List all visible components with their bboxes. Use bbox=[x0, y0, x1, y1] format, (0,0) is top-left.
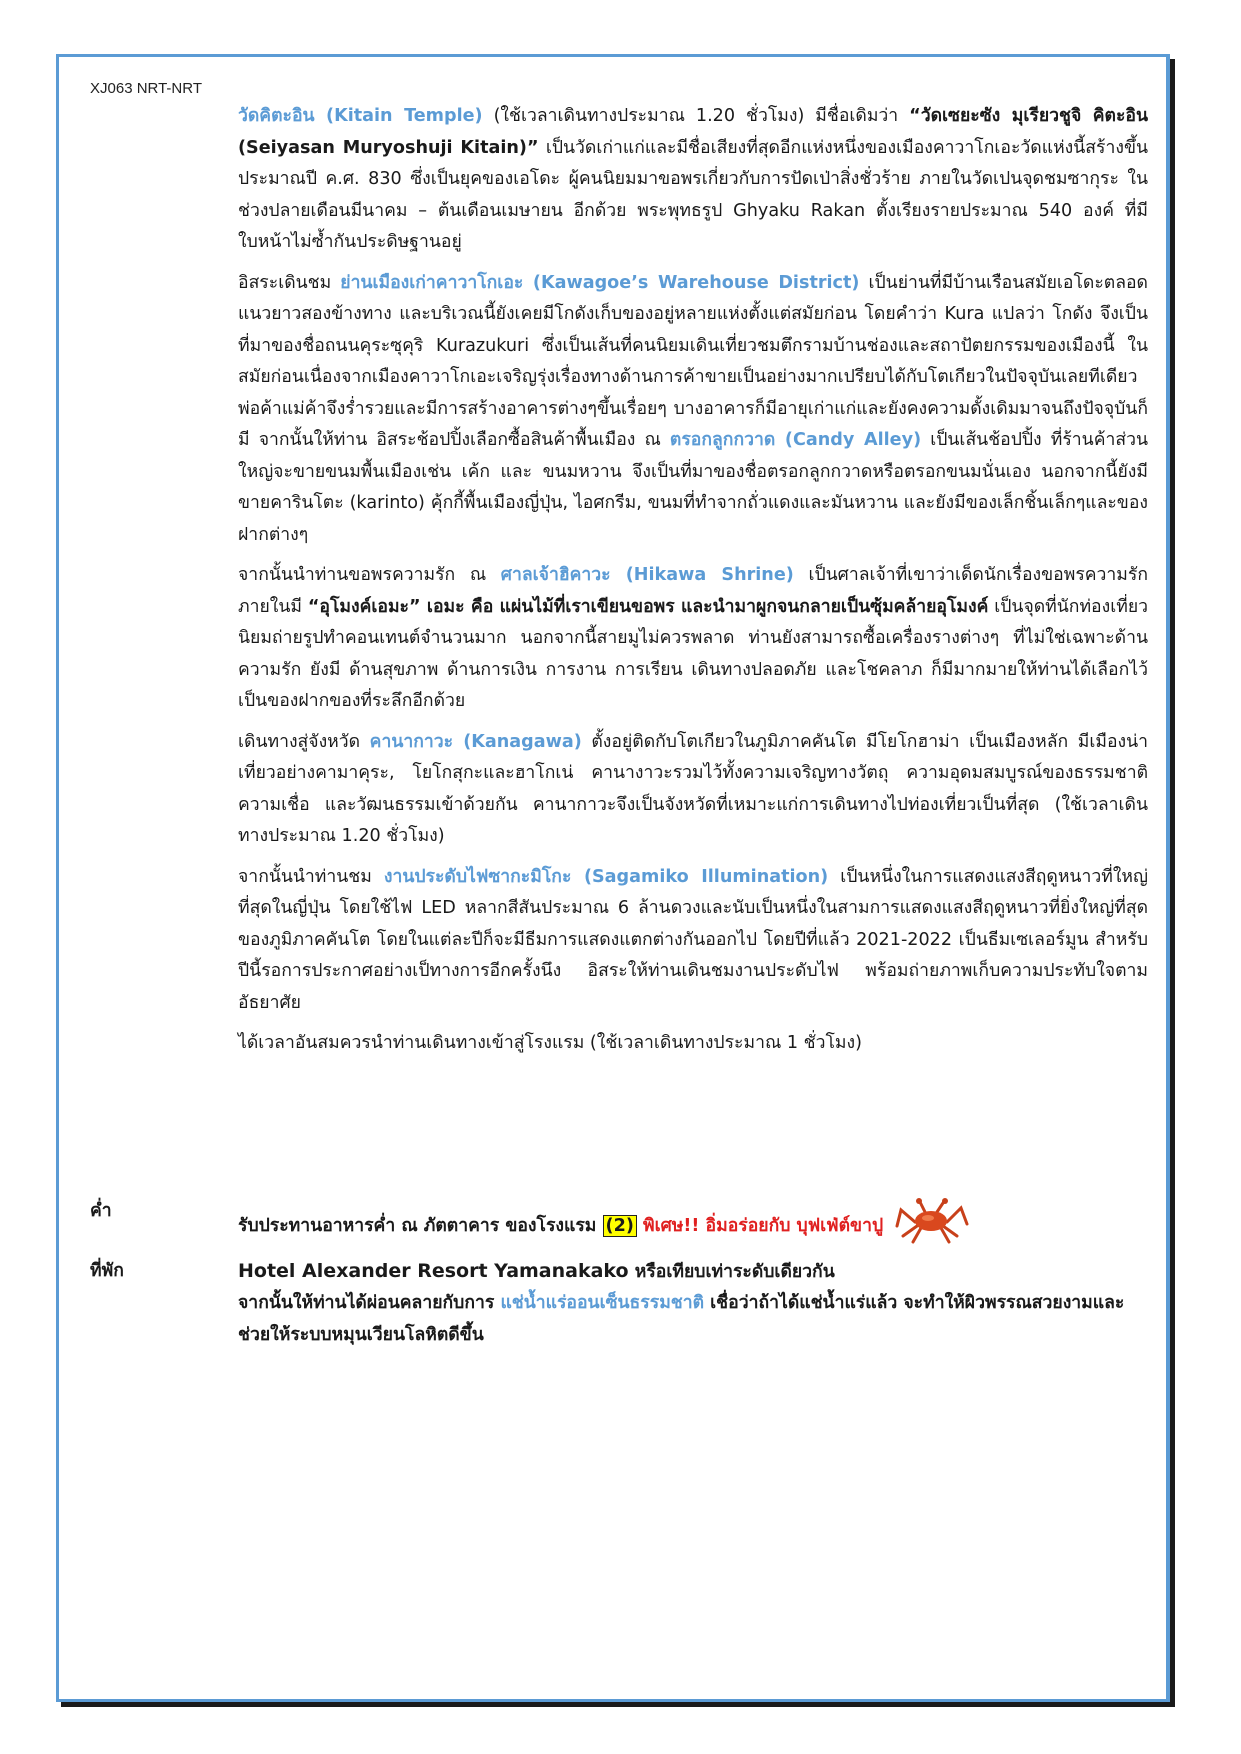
paragraph-hikawa: จากนั้นนำท่านขอพรความรัก ณ ศาลเจ้าฮิคาวะ (Hikawa Shrine) เป็นศาลเจ้าที่เขาว่าเด็ดนักเรื่องขอพรความรัก ภายในมี “อุโมงค์เอมะ” เอมะ คือ แผ่นไม้ที่เราเขียนขอพร และนำมาผูกจนกลายเป็นซุ้มคล้ายอุโมงค์ เป็นจุดที่นักท่องเที่ยวนิยมถ่ายรูปทำคอนเทนต์จำนวนมาก นอกจากนี้สายมูไม่ควรพลาด ท่านยังสามารถซื้อเครื่องรางต่างๆ ที่ไม่ใช่เฉพาะด้านความรัก ยังมี ด้านสุขภาพ ด้านการเงิน การงาน การเรียน เดินทางปลอดภัย และโชคลาภ ก็มีมากมายให้ท่านได้เลือกไว้เป็นของฝากของที่ระลึกอีกด้วย bbox=[238, 565, 1149, 711]
dinner-text: รับประทานอาหารค่ำ ณ ภัตตาคาร ของโรงแรม (2) พิเศษ!! อิ่มอร่อยกับ บุฟเฟ่ต์ขาปู bbox=[238, 1196, 1150, 1256]
meals-section bbox=[90, 1196, 1150, 1351]
place-kitain: วัดคิตะอิน (Kitain Temple) bbox=[238, 106, 483, 126]
place-kawagoe: ย่านเมืองเก่าคาวาโกเอะ (Kawagoe’s Warehouse District) bbox=[340, 272, 860, 293]
hotel-text: Hotel Alexander Resort Yamanakako หรือเทียบเท่าระดับเดียวกัน จากนั้นให้ท่านได้ผ่อนคลายกับการ แช่น้ำแร่ออนเซ็นธรรมชาติ เชื่อว่าถ้าได้แช่น้ำแร่แล้ว จะทำให้ผิวพรรณสวยงามและช่วยให้ระบบหมุนเวียนโลหิตดีขึ้น bbox=[238, 1259, 1125, 1345]
paragraph-sagamiko: จากนั้นนำท่านชม งานประดับไฟซากะมิโกะ (Sagamiko Illumination) เป็นหนึ่งในการแสดงแสงสีฤดูหนาวที่ใหญ่ที่สุดในญี่ปุ่น โดยใช้ไฟ LED หลากสีสันประมาณ 6 ล้านดวงและนับเป็นหนึ่งในสามการแสดงแสงสีฤดูหนาวที่ยิ่งใหญ่ที่สุดของภูมิภาคคันโต โดยในแต่ละปีก็จะมีธีมการแสดงแตกต่างกันออกไป โดยปีที่แล้ว 2021-2022 เป็นธีมเซเลอร์มูน สำหรับปีนี้รอการประกาศอย่างเป็ทางการอีกครั้งนึง อิสระให้ท่านเดินชมงานประดับไฟ พร้อมถ่ายภาพเก็บความประทับใจตามอัธยาศัย bbox=[238, 866, 1148, 1013]
place-candy-alley: ตรอกลูกกวาด (Candy Alley) bbox=[669, 430, 922, 450]
hotel-name: Hotel Alexander Resort Yamanakako bbox=[238, 1259, 629, 1282]
tour-code: XJ063 NRT-NRT bbox=[90, 80, 202, 97]
place-kanagawa: คานากาวะ (Kanagawa) bbox=[369, 731, 582, 752]
itinerary-content bbox=[238, 101, 1148, 1069]
meal-badge: (2) bbox=[603, 1215, 637, 1237]
ema-tunnel: “อุโมงค์เอมะ” เอมะ คือ แผ่นไม้ที่เราเขียนขอพร และนำมาผูกจนกลายเป็นซุ้มคล้ายอุโมงค์ bbox=[307, 596, 989, 617]
paragraph-kanagawa: เดินทางสู่จังหวัด คานากาวะ (Kanagawa) ตั้งอยู่ติดกับโตเกียวในภูมิภาคคันโต มีโยโกฮาม่า เป็นเมืองหลัก มีเมืองน่าเที่ยวอย่างคามาคุระ, โยโกสุกะและฮาโกเน่ คานางาวะรวมไว้ทั้งความเจริญทางวัตถุ ความอุดมสมบูรณ์ของธรรมชาติ ความเชื่อ และวัฒนธรรมเข้าด้วยกัน คานากาวะจึงเป็นจังหวัดที่เหมาะแก่การเดินทางไปท่องเที่ยวเป็นที่สุด (ใช้เวลาเดินทางประมาณ 1.20 ชั่วโมง) bbox=[238, 731, 1149, 846]
kitain-original-name: “วัดเซยะซัง มุเรียวชูจิ คิตะอิน (Seiyasan Muryoshuji Kitain)” bbox=[238, 106, 1148, 158]
hotel-label: ที่พัก bbox=[90, 1260, 124, 1281]
dinner-row bbox=[90, 1196, 1150, 1256]
crab-buffet-promo: พิเศษ!! อิ่มอร่อยกับ บุฟเฟ่ต์ขาปู bbox=[636, 1215, 884, 1236]
place-hikawa: ศาลเจ้าฮิคาวะ (Hikawa Shrine) bbox=[500, 565, 794, 585]
paragraph-kitain: วัดคิตะอิน (Kitain Temple) (ใช้เวลาเดินทางประมาณ 1.20 ชั่วโมง) มีชื่อเดิมว่า “วัดเซยะซัง มุเรียวชูจิ คิตะอิน (Seiyasan Muryoshuji Kitain)” เป็นวัดเก่าแก่และมีชื่อเสียงที่สุดอีกแห่งหนึ่งของเมืองคาวาโกเอะวัดแห่งนี้สร้างขึ้นประมาณปี ค.ศ. 830 ซึ่งเป็นยุคของเอโดะ ผู้คนนิยมมาขอพรเกี่ยวกับการปัดเป่าสิ่งชั่วร้าย ภายในวัดเปนจุดชมซากุระ ในช่วงปลายเดือนมีนาคม – ต้นเดือนเมษายน อีกด้วย พระพุทธรูป Ghyaku Rakan ตั้งเรียงรายประมาณ 540 องค์ ที่มีใบหน้าไม่ซ้ำกันประดิษฐานอยู่ bbox=[238, 106, 1149, 252]
place-sagamiko: งานประดับไฟซากะมิโกะ (Sagamiko Illumination) bbox=[383, 866, 829, 887]
paragraph-kawagoe: อิสระเดินชม ย่านเมืองเก่าคาวาโกเอะ (Kawagoe’s Warehouse District) เป็นย่านที่มีบ้านเรือนสมัยเอโดะตลอดแนวยาวสองข้างทาง และบริเวณนี้ยังเคยมีโกดังเก็บของอยู่หลายแห่งตั้งแต่สมัยก่อน โดยคำว่า Kura แปลว่า โกดัง จึงเป็นที่มาของชื่อถนนคุระซุคุริ Kurazukuri ซึ่งเป็นเส้นที่คนนิยมเดินเที่ยวชมตึกรามบ้านช่องและสถาปัตยกรรมของเมืองนี้ ในสมัยก่อนเนื่องจากเมืองคาวาโกเอะเจริญรุ่งเรื่องทางด้านการค้าขายเป็นอย่างมากเปรียบได้กับโตเกียวในปัจจุบันเลยทีเดียว พ่อค้าแม่ค้าจึงร่ำรวยและมีการสร้างอาคารต่างๆขึ้นเรื่อยๆ บางอาคารก็มีอายุเก่าแก่และยังคงความดั้งเดิมมาจนถึงปัจจุบันก็มี จากนั้นให้ท่าน อิสระช้อปปิ้งเลือกซื้อสินค้าพื้นเมือง ณ ตรอกลูกกวาด (Candy Alley) เป็นเส้นช้อปปิ้ง ที่ร้านค้าส่วนใหญ่จะขายขนมพื้นเมืองเช่น เค้ก และ ขนมหวาน จึงเป็นที่มาของชื่อตรอกลูกกวาดหรือตรอกขนมนั่นเอง นอกจากนี้ยังมีขายคารินโตะ (karinto) คุ้กกี้พื้นเมืองญี่ปุ่น, ไอศกรีม, ขนมที่ทำจากถั่วแดงและมันหวาน และยังมีของเล็กชิ้นเล็กๆและของฝากต่างๆ bbox=[238, 272, 1148, 545]
paragraph-hotel-transfer: ได้เวลาอันสมควรนำท่านเดินทางเข้าสู่โรงแรม (ใช้เวลาเดินทางประมาณ 1 ชั่วโมง) bbox=[238, 1033, 862, 1053]
crab-icon bbox=[895, 1196, 969, 1256]
hotel-row bbox=[90, 1256, 1150, 1352]
onsen-highlight: แช่น้ำแร่ออนเซ็นธรรมชาติ bbox=[500, 1293, 705, 1313]
dinner-label: ค่ำ bbox=[90, 1201, 112, 1221]
